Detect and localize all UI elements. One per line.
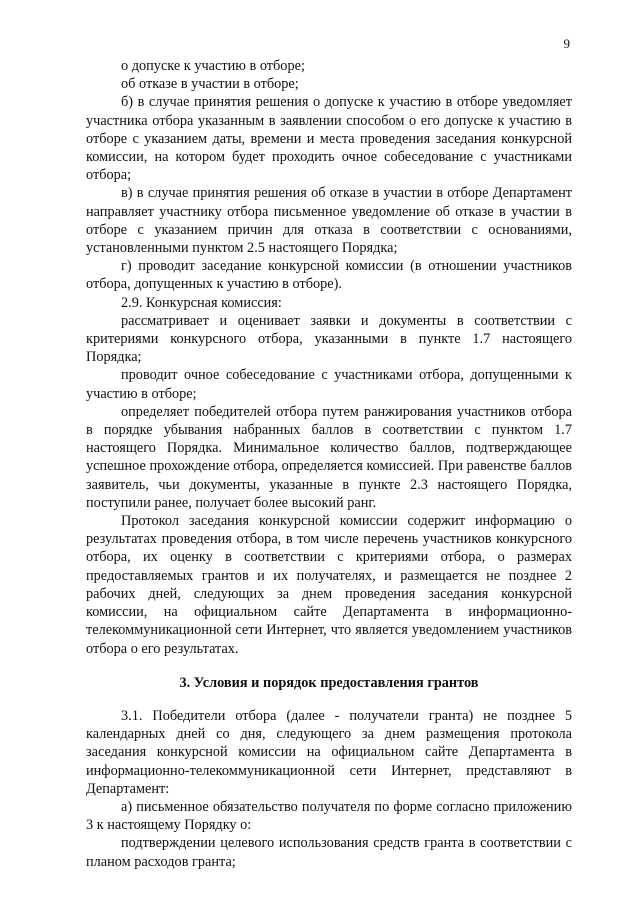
paragraph: об отказе в участии в отборе; (121, 76, 299, 93)
paragraph: подтверждении целевого использования средств гранта в соответствии с планом расходов гранта; (86, 835, 572, 870)
paragraph: рассматривает и оценивает заявки и документы в соответствии с критериями конкурсного отбора, указанными в пункте 1.7 настоящего Порядка; (86, 312, 572, 366)
paragraph: определяет победителей отбора путем ранжирования участников отбора в порядке убывания набранных баллов в соответствии с пунктом 1.7 настоящего Порядка. Минимальное количество баллов, подтверждающее успешное прохождение отбора, определяется комиссией. При равенстве баллов заявитель, чьи документы, указанные в пункте 2.3 настоящего Порядка, поступили ранее, получает более высокий ранг. (86, 403, 572, 511)
paragraph: проводит очное собеседование с участниками отбора, допущенными к участию в отборе; (86, 367, 572, 402)
paragraph: о допуске к участию в отборе; (121, 58, 305, 74)
paragraph: 2.9. Конкурсная комиссия: (121, 294, 282, 311)
document-body (86, 57, 572, 871)
page-number: 9 (563, 36, 570, 51)
section-heading: 3. Условия и порядок предоставления грантов (179, 674, 479, 691)
paragraph: в) в случае принятия решения об отказе в участии в отборе Департамент направляет участнику отбора письменное уведомление об отказе в участии в отборе с указанием причин для отказа в соответствии с основаниями, установленными пунктом 2.5 настоящего Порядка; (86, 185, 572, 257)
paragraph: 3.1. Победители отбора (далее - получатели гранта) не позднее 5 календарных дней со дня, следующего за днем размещения протокола заседания конкурсной комиссии на официальном сайте Департамента в информационно-телекоммуникационной сети Интернет, представляют в Департамент: (86, 707, 572, 797)
paragraph: г) проводит заседание конкурсной комиссии (в отношении участников отбора, допущенных к участию в отборе). (86, 258, 572, 293)
paragraph: б) в случае принятия решения о допуске к участию в отборе уведомляет участника отбора указанным в заявлении способом о его допуске к участию в отборе с указанием даты, времени и места проведения заседания конкурсной комиссии, на котором будет проходить очное собеседование с участниками отбора; (86, 94, 572, 184)
paragraph: а) письменное обязательство получателя по форме согласно приложению 3 к настоящему Порядку о: (86, 798, 572, 834)
paragraph: Протокол заседания конкурсной комиссии содержит информацию о результатах проведения отбора, в том числе перечень участников конкурсного отбора, их оценку в соответствии с критериями отбора, о размерах предоставляемых грантов и их получателях, и размещается не позднее 2 рабочих дней, следующих за днем проведения заседания конкурсной комиссии, на официальном сайте Департамента в информационно-телекоммуникационной сети Интернет, что является уведомлением участников отбора о его результатах. (86, 513, 572, 657)
